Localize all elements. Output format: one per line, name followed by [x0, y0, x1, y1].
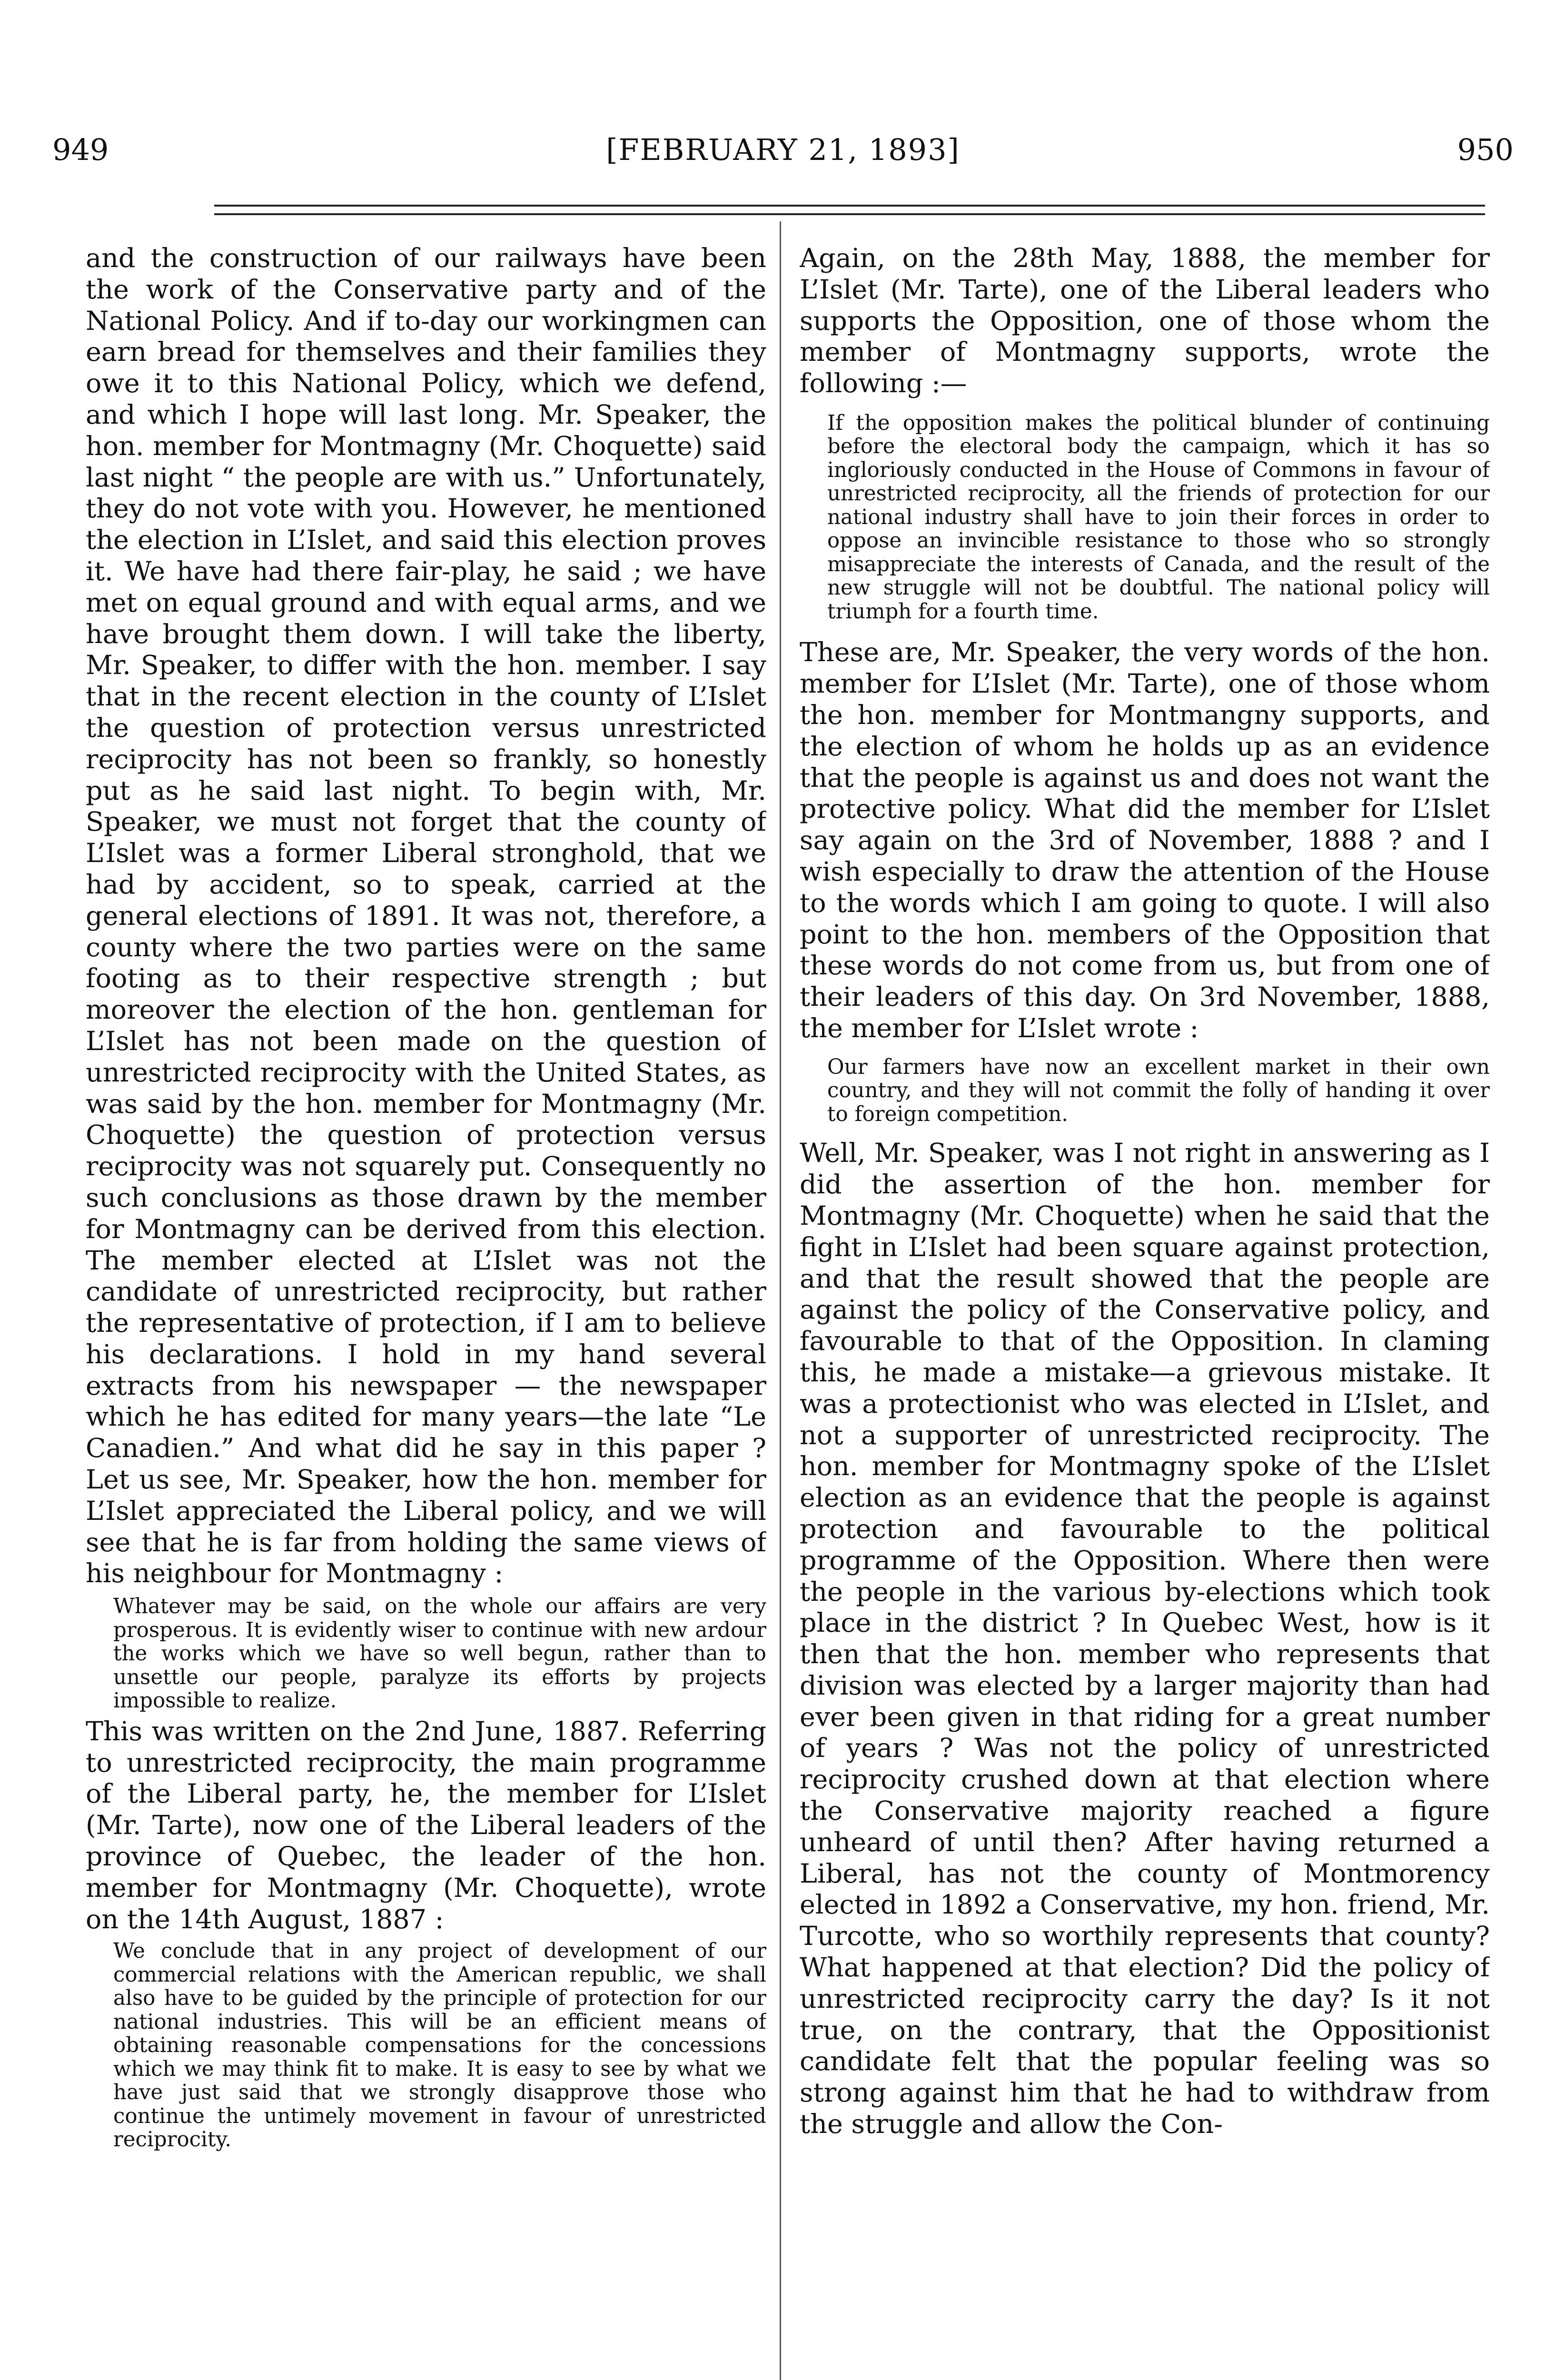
page-number-left: 949	[52, 132, 109, 167]
right-paragraph-3: Well, Mr. Speaker, was I not right in answering as I did the assertion of the hon. member for Montmagny (Mr. Choquette) when he said that the fight in L’Islet had been square against protection, and that the result showed that the people are against the policy of the Conservative policy, and favourable to that of the Opposition. In claming this, he made a mistake—a grievous mistake. It was a protectionist who was elected in L’Islet, and not a supporter of unrestricted reciprocity. The hon. member for Montmagny spoke of the L’Islet election as an evidence that the people is against protection and favourable to the political programme of the Opposition. Where then were the people in the various by-elections which took place in the district ? In Quebec West, how is it then that the hon. member who represents that division was elected by a larger majority than had ever been given in that riding for a great number of years ? Was not the policy of unrestricted reciprocity crushed down at that election where the Conservative majority reached a figure unheard of until then? After having returned a Liberal, has not the county of Montmorency elected in 1892 a Conservative, my hon. friend, Mr. Turcotte, who so worthily represents that county? What happened at that election? Did the policy of unrestricted reciprocity carry the day? Is it not true, on the contrary, that the Oppositionist candidate felt that the popular feeling was so strong against him that he had to withdraw from the struggle and allow the Con-	[800, 1138, 1490, 2140]
left-paragraph-1: and the construction of our railways have been the work of the Conservative party and of the National Policy. And if to-day our workingmen can earn bread for themselves and their families they owe it to this National Policy, which we defend, and which I hope will last long. Mr. Speaker, the hon. member for Montmagny (Mr. Choquette) said last night “ the people are with us.” Unfortunately, they do not vote with you. However, he mentioned the election in L’Islet, and said this election proves it. We have had there fair-play, he said ; we have met on equal ground and with equal arms, and we have brought them down. I will take the liberty, Mr. Speaker, to differ with the hon. member. I say that in the recent election in the county of L’Islet the question of protection versus unrestricted reciprocity has not been so frankly, so honestly put as he said last night. To begin with, Mr. Speaker, we must not forget that the county of L’Islet was a former Liberal stronghold, that we had by accident, so to speak, carried at the general elections of 1891. It was not, therefore, a county where the two parties were on the same footing as to their respective strength ; but moreover the election of the hon. gentleman for L’Islet has not been made on the question of unrestricted reciprocity with the United States, as was said by the hon. member for Montmagny (Mr. Choquette) the question of protection versus reciprocity was not squarely put. Consequently no such conclusions as those drawn by the member for Montmagny can be derived from this election. The member elected at L’Islet was not the candidate of unrestricted reciprocity, but rather the representative of protection, if I am to believe his declarations. I hold in my hand several extracts from his newspaper — the newspaper which he has edited for many years—the late “Le Canadien.” And what did he say in this paper ? Let us see, Mr. Speaker, how the hon. member for L’Islet appreciated the Liberal policy, and we will see that he is far from holding the same views of his neighbour for Montmagny :	[86, 243, 766, 1589]
right-quotation-1: If the opposition makes the political blunder of continuing before the electoral body the campaign, which it has so ingloriously conducted in the House of Commons in favour of unrestricted reciprocity, all the friends of protection for our national industry shall have to join their forces in order to oppose an invincible resistance to those who so strongly misappreciate the interests of Canada, and the result of the new struggle will not be doubtful. The national policy will triumph for a fourth time.	[827, 411, 1490, 624]
header-rule-bottom	[214, 213, 1485, 215]
left-paragraph-2: This was written on the 2nd June, 1887. Referring to unrestricted reciprocity, the main programme of the Liberal party, he, the member for L’Islet (Mr. Tarte), now one of the Liberal leaders of the province of Quebec, the leader of the hon. member for Montmagny (Mr. Choquette), wrote on the 14th August, 1887 :	[86, 1716, 766, 1935]
page-number-right: 950	[1457, 132, 1514, 167]
left-quotation-2: We conclude that in any project of development of our commercial relations with the American republic, we shall also have to be guided by the principle of protection for our national industries. This will be an efficient means of obtaining reasonable compensations for the concessions which we may think fit to make. It is easy to see by what we have just said that we strongly disapprove those who continue the untimely movement in favour of unrestricted reciprocity.	[113, 1939, 766, 2152]
right-column	[800, 243, 1490, 2380]
right-paragraph-1: Again, on the 28th May, 1888, the member for L’Islet (Mr. Tarte), one of the Liberal leaders who supports the Opposition, one of those whom the member of Montmagny supports, wrote the following :—	[800, 243, 1490, 399]
left-quotation-1: Whatever may be said, on the whole our affairs are very prosperous. It is evidently wiser to continue with new ardour the works which we have so well begun, rather than to unsettle our people, paralyze its efforts by projects impossible to realize.	[113, 1595, 766, 1713]
right-quotation-2: Our farmers have now an excellent market in their own country, and they will not commit the folly of handing it over to foreign competition.	[827, 1055, 1490, 1126]
column-divider	[780, 221, 781, 2380]
right-paragraph-2: These are, Mr. Speaker, the very words of the hon. member for L’Islet (Mr. Tarte), one of those whom the hon. member for Montmangny supports, and the election of whom he holds up as an evidence that the people is against us and does not want the protective policy. What did the member for L’Islet say again on the 3rd of November, 1888 ? and I wish especially to draw the attention of the House to the words which I am going to quote. I will also point to the hon. members of the Opposition that these words do not come from us, but from one of their leaders of this day. On 3rd November, 1888, the member for L’Islet wrote :	[800, 637, 1490, 1044]
left-column	[86, 243, 766, 2380]
page-date: [FEBRUARY 21, 1893]	[606, 132, 960, 167]
header-rule-top	[214, 205, 1485, 207]
page-header	[52, 129, 1514, 171]
